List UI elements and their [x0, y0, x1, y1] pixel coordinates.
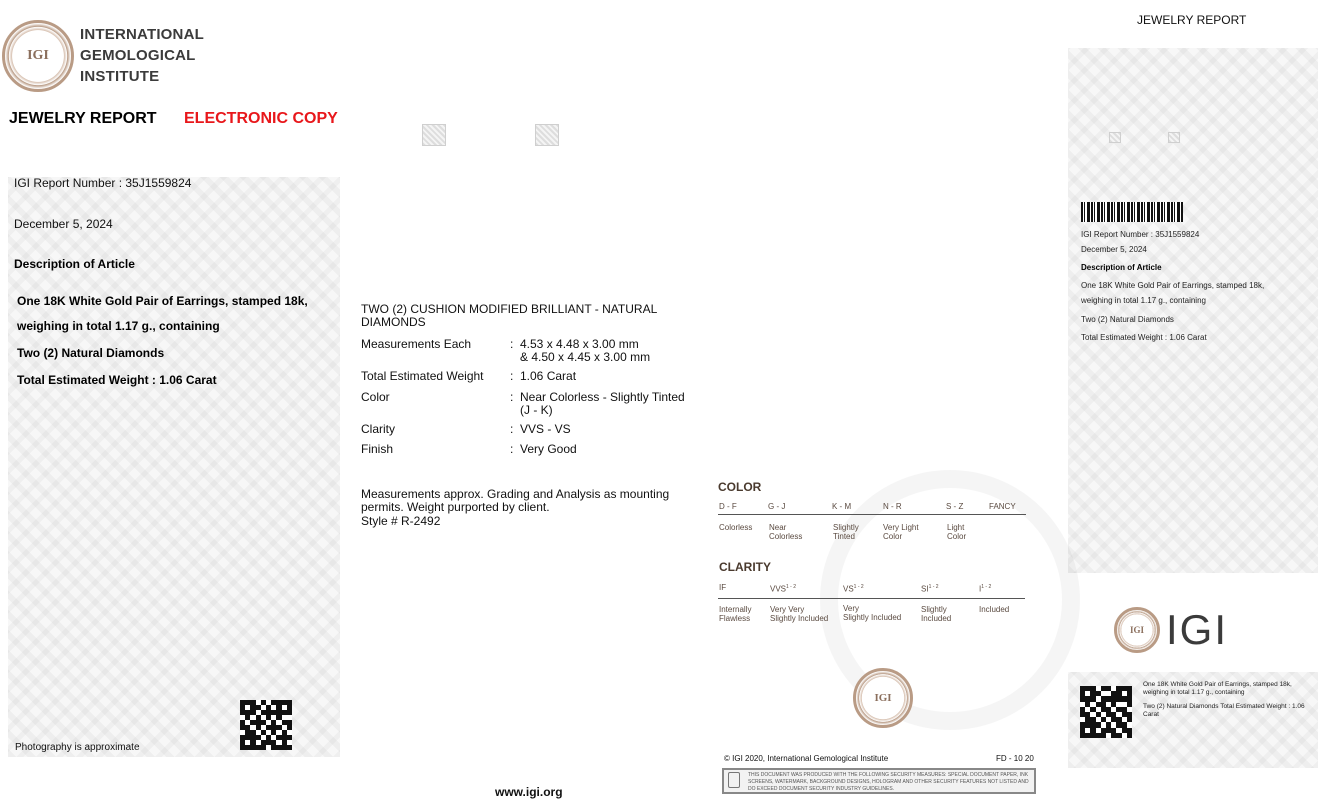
color-grade: D - F: [719, 502, 737, 511]
right-description-line-3: Two (2) Natural Diamonds: [1081, 315, 1174, 324]
brand-line-2: GEMOLOGICAL: [80, 47, 196, 64]
grade-value-color: Near Colorless - Slightly Tinted: [520, 390, 685, 404]
color-desc: Light: [947, 523, 965, 532]
clarity-grade-label: SI: [921, 584, 929, 594]
copyright: © IGI 2020, International Gemological Institute: [724, 754, 889, 763]
brand-name: [80, 24, 204, 87]
stamp-seal-text: IGI: [874, 692, 892, 704]
clarity-grade-sup: 1 - 2: [786, 584, 797, 590]
stub-line-2: weighing in total 1.17 g., containing: [1143, 689, 1245, 696]
clarity-desc: Included: [921, 614, 952, 623]
clarity-grade: [921, 583, 939, 594]
color-grade: S - Z: [946, 502, 964, 511]
igi-seal-stamp: [853, 668, 913, 728]
stub-line-3: Two (2) Natural Diamonds Total Estimated Weight : 1.06: [1143, 703, 1305, 710]
comments-line-1: Measurements approx. Grading and Analysis as mounting: [361, 487, 670, 501]
website-link[interactable]: www.igi.org: [495, 785, 563, 799]
right-description-heading: Description of Article: [1081, 263, 1162, 272]
barcode: [1081, 202, 1183, 222]
right-report-title: JEWELRY REPORT: [1137, 13, 1247, 27]
grade-value-weight: 1.06 Carat: [520, 369, 577, 383]
color-scale-line: [718, 514, 1026, 515]
diamond-photo-2: [535, 124, 559, 146]
description-line-3: Two (2) Natural Diamonds: [17, 346, 165, 360]
description-line-4: Total Estimated Weight : 1.06 Carat: [17, 373, 217, 387]
grade-colon: :: [510, 337, 514, 351]
stone-title-line-2: DIAMONDS: [361, 315, 426, 329]
clarity-desc: Flawless: [719, 614, 751, 623]
clarity-grade: [979, 583, 991, 594]
color-desc: Color: [883, 532, 903, 541]
color-scale-heading: COLOR: [718, 480, 762, 494]
grade-label-color: Color: [361, 390, 390, 404]
grade-value-finish: Very Good: [520, 442, 577, 456]
clarity-desc: Very: [843, 604, 860, 613]
clarity-grade-sup: 1 - 2: [981, 584, 992, 590]
brand-line-3: INSTITUTE: [80, 68, 160, 85]
clarity-desc: Internally: [719, 605, 752, 614]
clarity-grade: [719, 583, 726, 592]
clarity-grade-sup: 1 - 2: [928, 584, 939, 590]
photo-note: Photography is approximate: [15, 742, 140, 753]
grade-label-measurements: Measurements Each: [361, 337, 472, 351]
color-grade: K - M: [832, 502, 852, 511]
color-desc: Slightly: [833, 523, 859, 532]
seal-text: IGI: [27, 48, 49, 63]
stone-title-line-1: TWO (2) CUSHION MODIFIED BRILLIANT - NATURAL: [361, 302, 658, 316]
clarity-desc: Very Very: [770, 605, 805, 614]
color-desc: Colorless: [719, 523, 753, 532]
diamond-thumb-2: [1168, 132, 1180, 143]
clarity-desc: Slightly: [921, 605, 947, 614]
grade-value-color-2: (J - K): [520, 403, 553, 417]
color-desc: Color: [947, 532, 967, 541]
security-notice-text: THIS DOCUMENT WAS PRODUCED WITH THE FOLLOWING SECURITY MEASURES: SPECIAL DOCUMENT PAPER, INK SCREENS, WATERMARK, BACKGROUND DESIGNS, HOLOGRAM AND OTHER SECURITY FEATURES NOT LISTED AND DO EXCEED DOCUMENT SECURITY INDUSTRY GUIDELINES.: [748, 772, 1029, 792]
clarity-grade: [770, 583, 796, 594]
grade-value-clarity: VVS - VS: [520, 422, 571, 436]
grade-colon: :: [510, 390, 514, 404]
electronic-copy-label: ELECTRONIC COPY: [184, 110, 338, 127]
clarity-desc: Slightly Included: [843, 613, 902, 622]
security-notice: [722, 768, 1036, 794]
report-date: December 5, 2024: [14, 217, 113, 231]
diamond-thumb-1: [1109, 132, 1121, 143]
clarity-desc: Included: [979, 605, 1010, 614]
color-desc: Very Light: [883, 523, 919, 532]
lock-icon: [728, 772, 740, 788]
description-line-1: One 18K White Gold Pair of Earrings, stamped 18k,: [17, 294, 308, 308]
description-heading: Description of Article: [14, 257, 135, 271]
clarity-scale-heading: CLARITY: [719, 560, 771, 574]
grade-colon: :: [510, 369, 514, 383]
right-security-panel: [1068, 48, 1318, 573]
clarity-grade-label: VVS: [770, 584, 787, 594]
clarity-scale-line: [718, 598, 1025, 599]
clarity-grade-label: I: [979, 584, 982, 594]
clarity-grade: [843, 583, 864, 594]
form-code: FD - 10 20: [996, 754, 1034, 763]
igi-logo-seal: [1114, 607, 1160, 653]
clarity-grade-label: IF: [719, 583, 727, 592]
clarity-grade-sup: 1 - 2: [853, 584, 864, 590]
comments-line-3: Style # R-2492: [361, 514, 441, 528]
grade-label-clarity: Clarity: [361, 422, 396, 436]
grade-value-measurements: 4.53 x 4.48 x 3.00 mm: [520, 337, 639, 351]
color-desc: Tinted: [833, 532, 855, 541]
grade-value-measurements-2: & 4.50 x 4.45 x 3.00 mm: [520, 350, 651, 364]
report-number: IGI Report Number : 35J1559824: [14, 176, 192, 190]
grade-colon: :: [510, 442, 514, 456]
stub-line-1: One 18K White Gold Pair of Earrings, stamped 18k,: [1143, 681, 1292, 688]
igi-logo-text: IGI: [1166, 606, 1229, 653]
color-desc: Colorless: [769, 532, 803, 541]
description-line-2: weighing in total 1.17 g., containing: [17, 319, 220, 333]
logo-seal-text: IGI: [1129, 625, 1144, 635]
diamond-photo-1: [422, 124, 446, 146]
stub-qr-code[interactable]: [1080, 686, 1132, 738]
report-title: JEWELRY REPORT: [9, 110, 157, 127]
qr-code[interactable]: [240, 700, 292, 750]
igi-seal-logo: [2, 20, 74, 92]
grade-label-weight: Total Estimated Weight: [361, 369, 484, 383]
clarity-desc: Slightly Included: [770, 614, 829, 623]
right-description-line-2: weighing in total 1.17 g., containing: [1081, 296, 1206, 305]
comments-line-2: permits. Weight purported by client.: [361, 500, 550, 514]
grade-label-finish: Finish: [361, 442, 394, 456]
brand-line-1: INTERNATIONAL: [80, 26, 204, 43]
color-grade: N - R: [883, 502, 902, 511]
right-report-date: December 5, 2024: [1081, 245, 1147, 254]
right-report-number: IGI Report Number : 35J1559824: [1081, 230, 1200, 239]
grade-colon: :: [510, 422, 514, 436]
stub-line-4: Carat: [1143, 711, 1159, 718]
right-description-line-4: Total Estimated Weight : 1.06 Carat: [1081, 333, 1207, 342]
right-description-line-1: One 18K White Gold Pair of Earrings, stamped 18k,: [1081, 281, 1265, 290]
color-desc: Near: [769, 523, 787, 532]
color-grade: G - J: [768, 502, 786, 511]
color-grade: FANCY: [989, 502, 1016, 511]
clarity-grade-label: VS: [843, 584, 854, 594]
